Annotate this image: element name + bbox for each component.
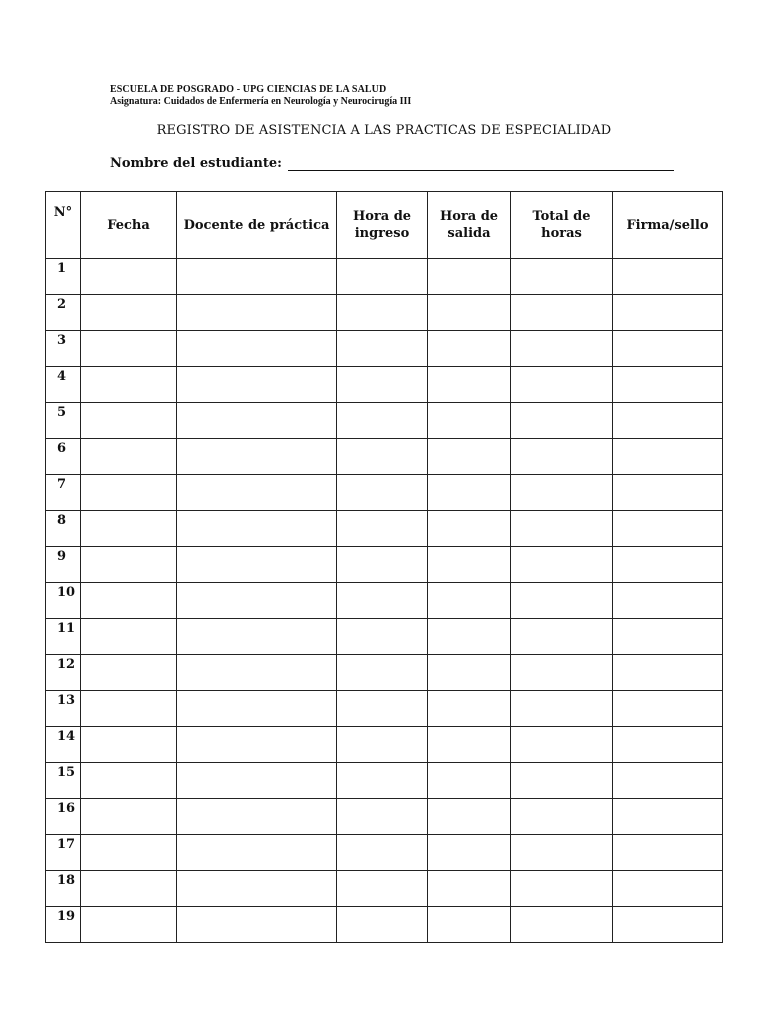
entry-time-cell[interactable] <box>337 727 428 763</box>
entry-time-cell[interactable] <box>337 655 428 691</box>
teacher-cell[interactable] <box>177 367 337 403</box>
table-row <box>46 583 723 619</box>
row-number: 19 <box>46 907 81 943</box>
entry-time-cell[interactable] <box>337 439 428 475</box>
table-row <box>46 907 723 943</box>
teacher-cell[interactable] <box>177 547 337 583</box>
signature-cell[interactable] <box>613 439 723 475</box>
table-row <box>46 511 723 547</box>
date-cell[interactable] <box>81 547 177 583</box>
row-number: 16 <box>46 799 81 835</box>
exit-time-cell[interactable] <box>428 367 511 403</box>
exit-time-cell[interactable] <box>428 727 511 763</box>
exit-time-cell[interactable] <box>428 655 511 691</box>
total-hours-cell[interactable] <box>511 727 613 763</box>
exit-time-cell[interactable] <box>428 259 511 295</box>
row-number: 12 <box>46 655 81 691</box>
signature-cell[interactable] <box>613 259 723 295</box>
date-cell[interactable] <box>81 439 177 475</box>
signature-cell[interactable] <box>613 871 723 907</box>
entry-time-cell[interactable] <box>337 835 428 871</box>
row-number: 14 <box>46 727 81 763</box>
row-number: 9 <box>46 547 81 583</box>
table-row <box>46 439 723 475</box>
total-hours-cell[interactable] <box>511 547 613 583</box>
total-hours-cell[interactable] <box>511 403 613 439</box>
row-number: 13 <box>46 691 81 727</box>
table-row <box>46 475 723 511</box>
date-cell[interactable] <box>81 295 177 331</box>
table-row <box>46 547 723 583</box>
row-number: 4 <box>46 367 81 403</box>
total-hours-cell[interactable] <box>511 475 613 511</box>
table-row <box>46 619 723 655</box>
row-number: 6 <box>46 439 81 475</box>
signature-cell[interactable] <box>613 511 723 547</box>
teacher-cell[interactable] <box>177 295 337 331</box>
exit-time-cell[interactable] <box>428 691 511 727</box>
date-cell[interactable] <box>81 403 177 439</box>
signature-cell[interactable] <box>613 583 723 619</box>
teacher-cell[interactable] <box>177 259 337 295</box>
date-cell[interactable] <box>81 727 177 763</box>
teacher-cell[interactable] <box>177 691 337 727</box>
teacher-cell[interactable] <box>177 871 337 907</box>
entry-time-cell[interactable] <box>337 475 428 511</box>
row-number: 1 <box>46 259 81 295</box>
signature-cell[interactable] <box>613 691 723 727</box>
total-hours-cell[interactable] <box>511 835 613 871</box>
exit-time-cell[interactable] <box>428 619 511 655</box>
entry-time-cell[interactable] <box>337 583 428 619</box>
row-number: 15 <box>46 763 81 799</box>
table-row <box>46 871 723 907</box>
teacher-cell[interactable] <box>177 835 337 871</box>
total-hours-cell[interactable] <box>511 439 613 475</box>
date-cell[interactable] <box>81 835 177 871</box>
total-hours-cell[interactable] <box>511 763 613 799</box>
entry-time-cell[interactable] <box>337 403 428 439</box>
entry-time-cell[interactable] <box>337 691 428 727</box>
signature-cell[interactable] <box>613 475 723 511</box>
date-cell[interactable] <box>81 511 177 547</box>
entry-time-cell[interactable] <box>337 295 428 331</box>
table-row <box>46 259 723 295</box>
exit-time-cell[interactable] <box>428 547 511 583</box>
total-hours-cell[interactable] <box>511 799 613 835</box>
table-row <box>46 295 723 331</box>
exit-time-cell[interactable] <box>428 835 511 871</box>
teacher-cell[interactable] <box>177 907 337 943</box>
date-cell[interactable] <box>81 907 177 943</box>
signature-cell[interactable] <box>613 547 723 583</box>
signature-cell[interactable] <box>613 367 723 403</box>
entry-time-cell[interactable] <box>337 367 428 403</box>
total-hours-cell[interactable] <box>511 907 613 943</box>
exit-time-cell[interactable] <box>428 907 511 943</box>
teacher-cell[interactable] <box>177 655 337 691</box>
teacher-cell[interactable] <box>177 727 337 763</box>
signature-cell[interactable] <box>613 763 723 799</box>
table-row <box>46 367 723 403</box>
entry-time-cell[interactable] <box>337 871 428 907</box>
row-number: 8 <box>46 511 81 547</box>
date-cell[interactable] <box>81 763 177 799</box>
teacher-cell[interactable] <box>177 439 337 475</box>
date-cell[interactable] <box>81 619 177 655</box>
table-header-row <box>46 192 723 259</box>
exit-time-cell[interactable] <box>428 439 511 475</box>
entry-time-cell[interactable] <box>337 619 428 655</box>
total-hours-cell[interactable] <box>511 367 613 403</box>
exit-time-cell[interactable] <box>428 583 511 619</box>
entry-time-cell[interactable] <box>337 547 428 583</box>
column-header-number: N° <box>46 192 81 259</box>
signature-cell[interactable] <box>613 403 723 439</box>
table-row <box>46 799 723 835</box>
row-number: 18 <box>46 871 81 907</box>
total-hours-cell[interactable] <box>511 619 613 655</box>
entry-time-cell[interactable] <box>337 907 428 943</box>
column-header-exit-time: Hora de salida <box>428 192 511 259</box>
table-row <box>46 403 723 439</box>
exit-time-cell[interactable] <box>428 295 511 331</box>
teacher-cell[interactable] <box>177 511 337 547</box>
date-cell[interactable] <box>81 583 177 619</box>
exit-time-cell[interactable] <box>428 403 511 439</box>
exit-time-cell[interactable] <box>428 799 511 835</box>
date-cell[interactable] <box>81 367 177 403</box>
signature-cell[interactable] <box>613 907 723 943</box>
attendance-table <box>45 191 723 943</box>
total-hours-cell[interactable] <box>511 691 613 727</box>
entry-time-cell[interactable] <box>337 799 428 835</box>
table-row <box>46 835 723 871</box>
date-cell[interactable] <box>81 655 177 691</box>
total-hours-cell[interactable] <box>511 871 613 907</box>
signature-cell[interactable] <box>613 619 723 655</box>
total-hours-cell[interactable] <box>511 331 613 367</box>
student-name-line[interactable] <box>288 156 674 171</box>
row-number: 17 <box>46 835 81 871</box>
row-number: 7 <box>46 475 81 511</box>
total-hours-cell[interactable] <box>511 583 613 619</box>
total-hours-cell[interactable] <box>511 655 613 691</box>
signature-cell[interactable] <box>613 295 723 331</box>
column-header-total-hours: Total de horas <box>511 192 613 259</box>
column-header-teacher: Docente de práctica <box>177 192 337 259</box>
table-row <box>46 655 723 691</box>
total-hours-cell[interactable] <box>511 295 613 331</box>
page-title: REGISTRO DE ASISTENCIA A LAS PRACTICAS DE ESPECIALIDAD <box>156 123 612 138</box>
column-header-signature: Firma/sello <box>613 192 723 259</box>
teacher-cell[interactable] <box>177 619 337 655</box>
signature-cell[interactable] <box>613 799 723 835</box>
total-hours-cell[interactable] <box>511 511 613 547</box>
teacher-cell[interactable] <box>177 583 337 619</box>
teacher-cell[interactable] <box>177 799 337 835</box>
column-header-date: Fecha <box>81 192 177 259</box>
entry-time-cell[interactable] <box>337 511 428 547</box>
teacher-cell[interactable] <box>177 763 337 799</box>
exit-time-cell[interactable] <box>428 475 511 511</box>
row-number: 3 <box>46 331 81 367</box>
row-number: 10 <box>46 583 81 619</box>
signature-cell[interactable] <box>613 727 723 763</box>
date-cell[interactable] <box>81 871 177 907</box>
student-name-label: Nombre del estudiante: <box>110 156 282 171</box>
exit-time-cell[interactable] <box>428 511 511 547</box>
row-number: 2 <box>46 295 81 331</box>
date-cell[interactable] <box>81 259 177 295</box>
exit-time-cell[interactable] <box>428 763 511 799</box>
school-name: ESCUELA DE POSGRADO - UPG CIENCIAS DE LA SALUD <box>110 84 387 95</box>
document-header <box>110 84 411 108</box>
signature-cell[interactable] <box>613 835 723 871</box>
date-cell[interactable] <box>81 475 177 511</box>
date-cell[interactable] <box>81 691 177 727</box>
table-row <box>46 763 723 799</box>
teacher-cell[interactable] <box>177 403 337 439</box>
entry-time-cell[interactable] <box>337 259 428 295</box>
exit-time-cell[interactable] <box>428 871 511 907</box>
entry-time-cell[interactable] <box>337 763 428 799</box>
exit-time-cell[interactable] <box>428 331 511 367</box>
table-row <box>46 727 723 763</box>
signature-cell[interactable] <box>613 331 723 367</box>
table-row <box>46 691 723 727</box>
teacher-cell[interactable] <box>177 475 337 511</box>
signature-cell[interactable] <box>613 655 723 691</box>
row-number: 5 <box>46 403 81 439</box>
column-header-entry-time: Hora de ingreso <box>337 192 428 259</box>
row-number: 11 <box>46 619 81 655</box>
subject-name: Asignatura: Cuidados de Enfermería en Neurología y Neurocirugía III <box>110 96 412 107</box>
student-name-row <box>110 156 674 171</box>
date-cell[interactable] <box>81 799 177 835</box>
table-row <box>46 331 723 367</box>
entry-time-cell[interactable] <box>337 331 428 367</box>
total-hours-cell[interactable] <box>511 259 613 295</box>
date-cell[interactable] <box>81 331 177 367</box>
teacher-cell[interactable] <box>177 331 337 367</box>
